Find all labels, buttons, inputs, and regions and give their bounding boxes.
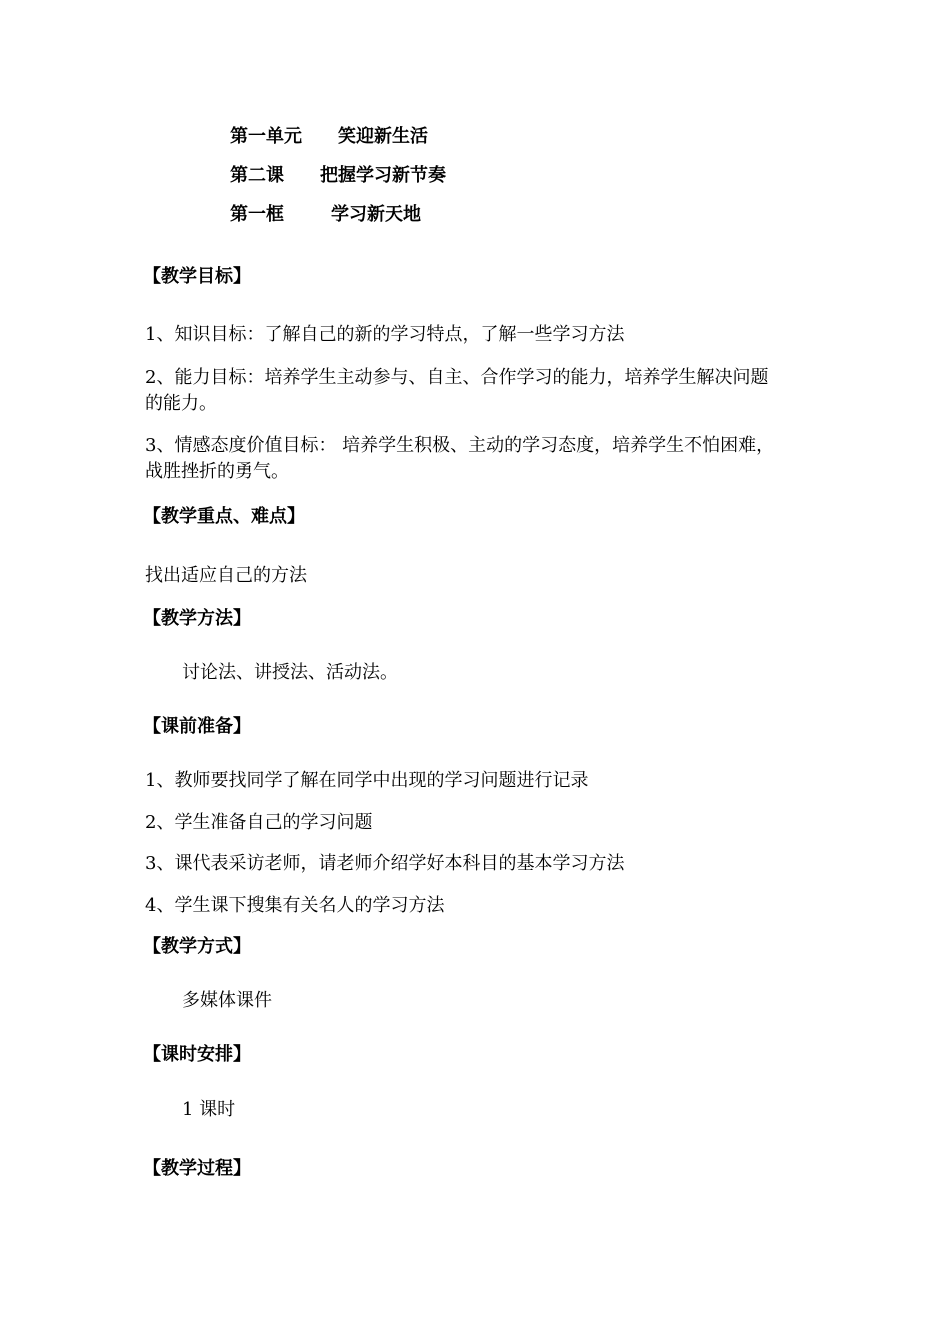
frame-label: 第一框: [230, 204, 284, 225]
preparation-heading: 【课前准备】: [143, 716, 251, 737]
unit-name: 笑迎新生活: [338, 126, 428, 147]
methods-text: 讨论法、讲授法、活动法。: [182, 662, 398, 683]
preparation-item: 4、学生课下搜集有关名人的学习方法: [145, 895, 445, 916]
lesson-name: 把握学习新节奏: [320, 165, 446, 186]
mode-text: 多媒体课件: [182, 990, 272, 1011]
objectives-heading: 【教学目标】: [143, 266, 251, 287]
frame-name: 学习新天地: [331, 204, 421, 225]
key-points-text: 找出适应自己的方法: [145, 565, 307, 586]
methods-heading: 【教学方法】: [143, 608, 251, 629]
schedule-heading: 【课时安排】: [143, 1044, 251, 1065]
objective-attitude-line2: 战胜挫折的勇气。: [145, 461, 289, 482]
objective-ability-line2: 的能力。: [145, 393, 217, 414]
key-points-heading: 【教学重点、难点】: [143, 506, 305, 527]
preparation-item: 1、教师要找同学了解在同学中出现的学习问题进行记录: [145, 770, 589, 791]
objective-knowledge: 1、知识目标：了解自己的新的学习特点，了解一些学习方法: [145, 324, 625, 345]
mode-heading: 【教学方式】: [143, 936, 251, 957]
lesson-label: 第二课: [230, 165, 284, 186]
objective-attitude-line1: 3、情感态度价值目标： 培养学生积极、主动的学习态度，培养学生不怕困难，: [145, 435, 775, 456]
objective-ability-line1: 2、能力目标：培养学生主动参与、自主、合作学习的能力，培养学生解决问题: [145, 367, 769, 388]
unit-label: 第一单元: [230, 126, 302, 147]
preparation-item: 3、课代表采访老师，请老师介绍学好本科目的基本学习方法: [145, 853, 625, 874]
preparation-item: 2、学生准备自己的学习问题: [145, 812, 373, 833]
schedule-text: 1 课时: [182, 1099, 236, 1120]
process-heading: 【教学过程】: [143, 1158, 251, 1179]
